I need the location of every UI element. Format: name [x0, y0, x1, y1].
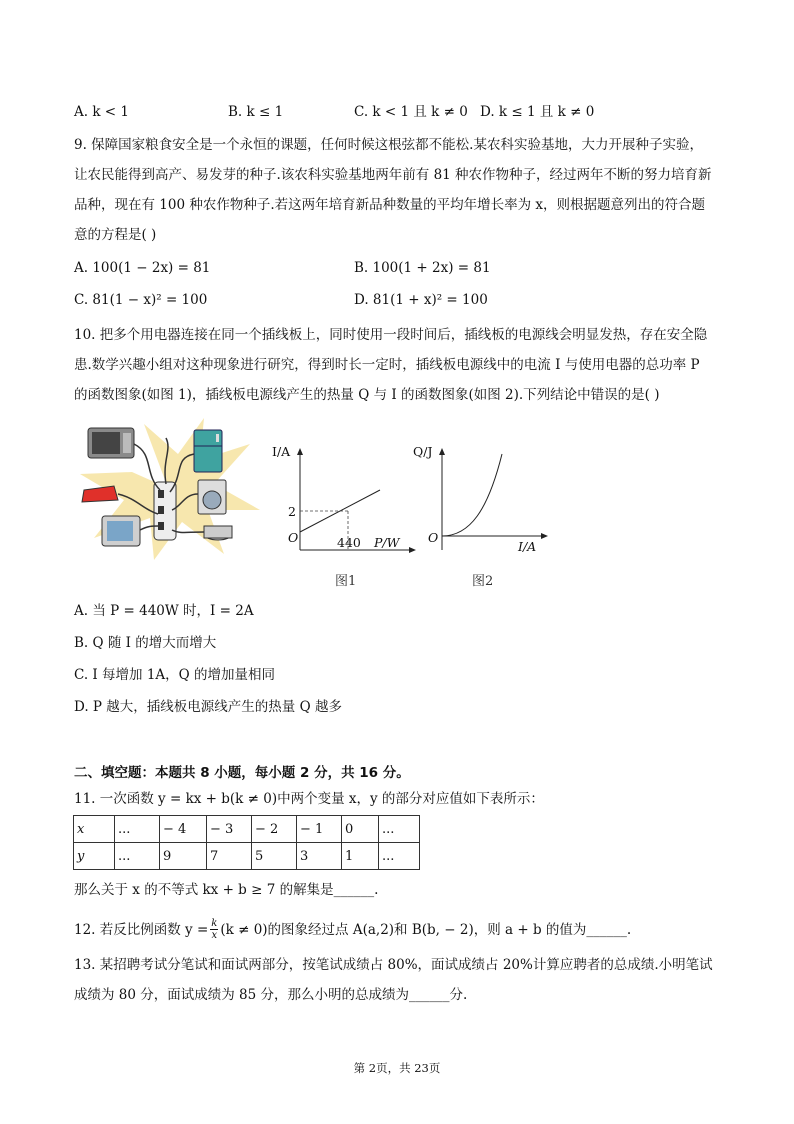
- table-cell: − 1: [297, 816, 342, 843]
- q10-option-b: B. Q 随 I 的增大而增大: [74, 635, 217, 651]
- table-cell: x: [74, 816, 115, 843]
- q11-question: 那么关于 x 的不等式 kx + b ≥ 7 的解集是______.: [74, 882, 379, 898]
- q10-option-c: C. I 每增加 1A，Q 的增加量相同: [74, 667, 276, 683]
- table-cell: 9: [160, 843, 207, 870]
- table-cell: 5: [252, 843, 297, 870]
- fig2-ylabel: Q/J: [413, 444, 433, 459]
- table-cell: 3: [297, 843, 342, 870]
- q9-line-1: 9. 保障国家粮食安全是一个永恒的课题，任何时候这根弦都不能松.某农科实验基地，大力开展种子实验，: [74, 137, 703, 153]
- q12-frac-denominator: x: [211, 930, 218, 941]
- q9-line-4: 意的方程是( ): [74, 227, 157, 243]
- table-cell: − 4: [160, 816, 207, 843]
- fig1-y-tick: 2: [288, 504, 296, 519]
- page-footer: 第 2页，共 23页: [353, 1061, 441, 1075]
- table-cell: ...: [379, 843, 420, 870]
- q8-option-b: B. k ≤ 1: [228, 104, 284, 120]
- table-cell: y: [74, 843, 115, 870]
- table-cell: 7: [207, 843, 252, 870]
- q10-option-a: A. 当 P = 440W 时，I = 2A: [74, 603, 254, 619]
- q10-line-1: 10. 把多个用电器连接在同一个插线板上，同时使用一段时间后，插线板的电源线会明显发热，存在安全隐: [74, 327, 708, 343]
- q10-line-2: 患.数学兴趣小组对这种现象进行研究，得到时长一定时，插线板电源线中的电流 I 与使用电器的总功率 P: [74, 357, 700, 373]
- q8-option-c: C. k < 1 且 k ≠ 0: [354, 104, 468, 120]
- q9-option-d: D. 81(1 + x)² = 100: [354, 292, 488, 308]
- table-cell: 0: [342, 816, 379, 843]
- q12-post: (k ≠ 0)的图象经过点 A(a,2)和 B(b, − 2)，则 a + b 的值为______.: [220, 921, 632, 938]
- table-cell: ...: [379, 816, 420, 843]
- fig2-xlabel: I/A: [518, 539, 537, 554]
- table-row-y: [74, 843, 420, 870]
- q9-option-b: B. 100(1 + 2x) = 81: [354, 260, 491, 276]
- fig2-caption: 图2: [472, 574, 494, 589]
- fig2-origin: O: [428, 530, 439, 545]
- appliances-illustration: [74, 414, 262, 562]
- table-cell: − 2: [252, 816, 297, 843]
- fig1-caption: 图1: [335, 574, 357, 589]
- table-row-x: [74, 816, 420, 843]
- table-cell: ...: [115, 816, 160, 843]
- q12-fraction: [210, 918, 218, 941]
- q11-value-table: [73, 815, 420, 870]
- q13-line-2: 成绩为 80 分，面试成绩为 85 分，那么小明的总成绩为______分.: [74, 987, 468, 1003]
- q8-option-d: D. k ≤ 1 且 k ≠ 0: [480, 104, 595, 120]
- fig1-xlabel: P/W: [374, 535, 400, 550]
- section-2-heading: 二、填空题：本题共 8 小题，每小题 2 分，共 16 分。: [74, 765, 410, 781]
- fig1-ylabel: I/A: [272, 444, 291, 459]
- q12-frac-numerator: k: [211, 918, 218, 929]
- q12-line: [74, 918, 631, 941]
- table-cell: ...: [115, 843, 160, 870]
- q13-line-1: 13. 某招聘考试分笔试和面试两部分，按笔试成绩占 80%，面试成绩占 20%计算应聘者的总成绩.小明笔试: [74, 957, 713, 973]
- q12-pre: 12. 若反比例函数 y =: [74, 921, 209, 938]
- q10-option-d: D. P 越大，插线板电源线产生的热量 Q 越多: [74, 699, 342, 715]
- q9-line-3: 品种，现在有 100 种农作物种子.若这两年培育新品种数量的平均年增长率为 x，则根据题意列出的符合题: [74, 197, 706, 213]
- q8-option-a: A. k < 1: [74, 104, 129, 120]
- fig2-curve: [442, 454, 502, 536]
- table-cell: 1: [342, 843, 379, 870]
- q10-line-3: 的函数图象(如图 1)，插线板电源线产生的热量 Q 与 I 的函数图象(如图 2).下列结论中错误的是( ): [74, 387, 660, 403]
- q11-intro: 11. 一次函数 y = kx + b(k ≠ 0)中两个变量 x，y 的部分对应值如下表所示：: [74, 791, 544, 807]
- fig1-x-tick: 440: [337, 535, 361, 550]
- table-cell: − 3: [207, 816, 252, 843]
- fig1-origin: O: [288, 530, 299, 545]
- q9-line-2: 让农民能得到高产、易发芽的种子.该农科实验基地两年前有 81 种农作物种子，经过两年不断的努力培育新: [74, 167, 712, 183]
- q9-option-a: A. 100(1 − 2x) = 81: [74, 260, 211, 276]
- q9-option-c: C. 81(1 − x)² = 100: [74, 292, 208, 308]
